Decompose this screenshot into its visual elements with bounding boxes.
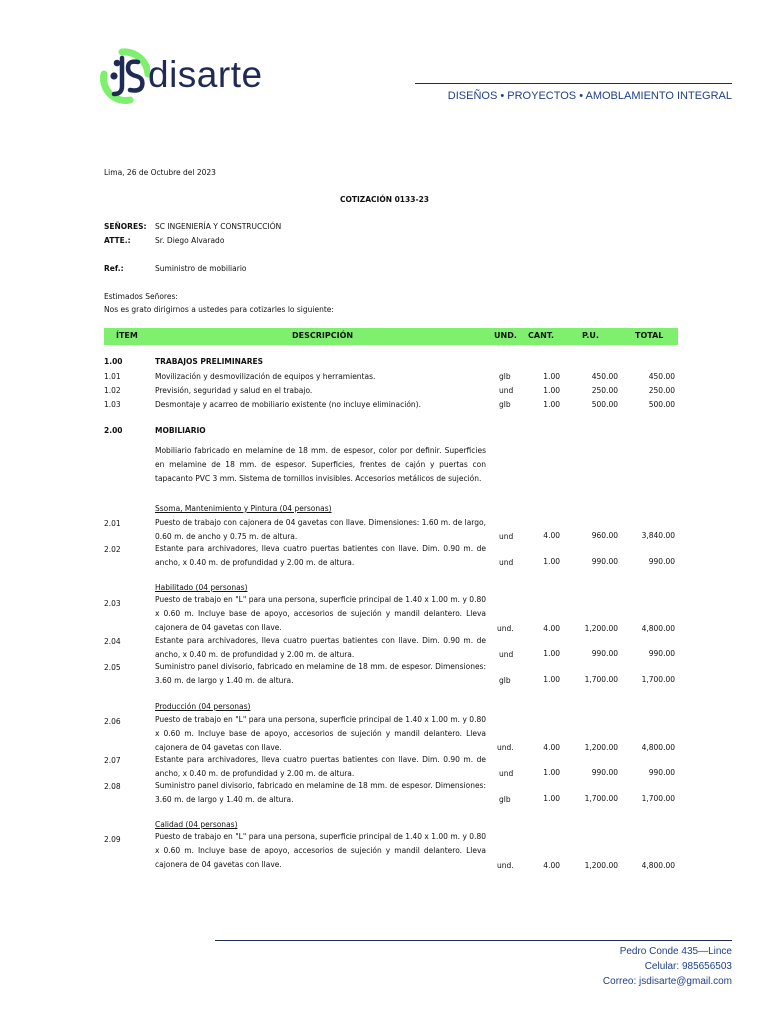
row-und: und. <box>497 743 514 752</box>
greeting: Estimados Señores: <box>104 292 178 301</box>
senores-value: SC INGENIERÍA Y CONSTRUCCIÓN <box>155 222 282 231</box>
brand-name: disarte <box>148 54 263 95</box>
row-cant: 1.00 <box>543 794 560 803</box>
row-und: glb <box>499 372 511 381</box>
col-item: ÍTEM <box>116 331 138 340</box>
row-und: glb <box>499 400 511 409</box>
row-pu: 500.00 <box>591 400 618 409</box>
row-desc: Puesto de trabajo en "L" para una persona, superficie principal de 1.40 x 1.00 m. y 0.80 <box>155 595 486 604</box>
row-desc: Estante para archivadores, lleva cuatro puertas batientes con llave. Dim. 0.90 m. de <box>155 636 486 645</box>
row-desc: ancho, x 0.40 m. de profundidad y 2.00 m. de altura. <box>155 769 355 778</box>
col-pu: P.U. <box>582 331 599 340</box>
row-total: 4,800.00 <box>641 624 675 633</box>
header-rule <box>415 83 732 84</box>
row-pu: 450.00 <box>591 372 618 381</box>
row-item: 1.02 <box>104 386 121 395</box>
row-pu: 960.00 <box>591 531 618 540</box>
atte-value: Sr. Diego Alvarado <box>155 236 225 245</box>
row-total: 450.00 <box>648 372 675 381</box>
row-pu: 1,700.00 <box>584 794 618 803</box>
row-total: 4,800.00 <box>641 743 675 752</box>
col-und: UND. <box>494 331 517 340</box>
row-total: 3,840.00 <box>641 531 675 540</box>
row-desc: Suministro panel divisorio, fabricado en melamine de 18 mm. de espesor. Dimensiones: <box>155 662 486 671</box>
tagline: DISEÑOS • PROYECTOS • AMOBLAMIENTO INTEGRAL <box>447 90 732 102</box>
row-desc: cajonera de 04 gavetas con llave. <box>155 743 282 752</box>
row-item: 2.09 <box>104 835 121 844</box>
row-total: 990.00 <box>648 557 675 566</box>
row-cant: 4.00 <box>543 861 560 870</box>
row-item: 2.04 <box>104 637 121 646</box>
row-desc: Estante para archivadores, lleva cuatro puertas batientes con llave. Dim. 0.90 m. de <box>155 755 486 764</box>
row-pu: 990.00 <box>591 649 618 658</box>
letter-date: Lima, 26 de Octubre del 2023 <box>104 168 216 177</box>
footer-phone: Celular: 985656503 <box>644 961 732 972</box>
quote-title: COTIZACIÓN 0133-23 <box>340 195 430 204</box>
row-desc: 3.60 m. de largo y 1.40 m. de altura. <box>155 676 294 685</box>
row-pu: 250.00 <box>591 386 618 395</box>
row-total: 1,700.00 <box>641 675 675 684</box>
row-und: und <box>499 532 514 541</box>
row-desc: x 0.60 m. Incluye base de apoyo, accesorios de sujeción y mandil delantero. Lleva <box>155 846 486 855</box>
row-pu: 990.00 <box>591 768 618 777</box>
row-desc: 3.60 m. de largo y 1.40 m. de altura. <box>155 795 294 804</box>
row-cant: 4.00 <box>543 531 560 540</box>
row-desc: x 0.60 m. Incluye base de apoyo, accesorios de sujeción y mandil delantero. Lleva <box>155 729 486 738</box>
row-cant: 1.00 <box>543 557 560 566</box>
senores-label: SEÑORES: <box>104 222 147 231</box>
row-und: und <box>499 769 514 778</box>
footer-email: Correo: jsdisarte@gmail.com <box>602 976 732 987</box>
row-cant: 1.00 <box>543 675 560 684</box>
row-item: 1.03 <box>104 400 121 409</box>
row-total: 1,700.00 <box>641 794 675 803</box>
col-cant: CANT. <box>528 331 555 340</box>
ref-value: Suministro de mobiliario <box>155 264 247 273</box>
col-desc: DESCRIPCIÓN <box>292 331 354 340</box>
row-desc: Puesto de trabajo en "L" para una persona, superficie principal de 1.40 x 1.00 m. y 0.80 <box>155 832 486 841</box>
row-desc: Suministro panel divisorio, fabricado en melamine de 18 mm. de espesor. Dimensiones: <box>155 781 486 790</box>
group-title: Calidad (04 personas) <box>155 820 238 829</box>
row-desc: x 0.60 m. Incluye base de apoyo, accesorios de sujeción y mandil delantero. Lleva <box>155 609 486 618</box>
row-desc: Desmontaje y acarreo de mobiliario existente (no incluye eliminación). <box>155 400 421 409</box>
row-desc: 0.60 m. de ancho y 0.75 m. de altura. <box>155 532 298 541</box>
row-item: 2.01 <box>104 519 121 528</box>
row-desc: Estante para archivadores, lleva cuatro puertas batientes con llave. Dim. 0.90 m. de <box>155 544 486 553</box>
row-und: und. <box>497 861 514 870</box>
atte-label: ATTE.: <box>104 236 131 245</box>
row-desc: cajonera de 04 gavetas con llave. <box>155 860 282 869</box>
row-und: und. <box>497 624 514 633</box>
row-cant: 4.00 <box>543 743 560 752</box>
row-desc: Puesto de trabajo con cajonera de 04 gavetas con llave. Dimensiones: 1.60 m. de largo, <box>155 518 486 527</box>
row-desc: ancho, x 0.40 m. de profundidad y 2.00 m. de altura. <box>155 650 355 659</box>
row-desc: cajonera de 04 gavetas con llave. <box>155 623 282 632</box>
row-pu: 1,200.00 <box>584 743 618 752</box>
group-title: Ssoma, Mantenimiento y Pintura (04 personas) <box>155 504 332 513</box>
section-desc-line: tapacanto PVC 3 mm. Sistema de tornillos invisibles. Accesorios metálicos de sujeción. <box>155 474 482 483</box>
row-item: 2.07 <box>104 756 121 765</box>
row-item: 2.02 <box>104 545 121 554</box>
row-desc: Previsión, seguridad y salud en el trabajo. <box>155 386 313 395</box>
disarte-logo-icon <box>100 44 150 108</box>
row-total: 990.00 <box>648 649 675 658</box>
footer-address: Pedro Conde 435—Lince <box>619 946 732 957</box>
ref-label: Ref.: <box>104 264 124 273</box>
row-desc: Puesto de trabajo en "L" para una persona, superficie principal de 1.40 x 1.00 m. y 0.80 <box>155 715 486 724</box>
row-cant: 1.00 <box>543 768 560 777</box>
row-und: glb <box>499 676 511 685</box>
row-pu: 1,700.00 <box>584 675 618 684</box>
table-header <box>104 328 678 345</box>
row-und: und <box>499 386 514 395</box>
section-number: 2.00 <box>104 426 123 435</box>
row-cant: 1.00 <box>543 372 560 381</box>
row-item: 2.06 <box>104 717 121 726</box>
row-total: 4,800.00 <box>641 861 675 870</box>
section-number: 1.00 <box>104 357 123 366</box>
row-item: 2.08 <box>104 782 121 791</box>
row-total: 500.00 <box>648 400 675 409</box>
row-total: 250.00 <box>648 386 675 395</box>
section-desc-line: Mobiliario fabricado en melamine de 18 mm. de espesor, color por definir. Superficies <box>155 446 486 455</box>
row-cant: 1.00 <box>543 649 560 658</box>
footer-rule <box>215 940 732 941</box>
section-title: MOBILIARIO <box>155 426 206 435</box>
group-title: Habilitado (04 personas) <box>155 583 248 592</box>
row-pu: 1,200.00 <box>584 861 618 870</box>
row-cant: 1.00 <box>543 386 560 395</box>
row-cant: 4.00 <box>543 624 560 633</box>
row-item: 2.05 <box>104 663 121 672</box>
group-title: Producción (04 personas) <box>155 702 251 711</box>
row-item: 1.01 <box>104 372 121 381</box>
row-und: und <box>499 650 514 659</box>
section-desc-line: en melamine de 18 mm. de espesor. Superficies, frentes de cajón y puertas con <box>155 460 486 469</box>
row-desc: ancho, x 0.40 m. de profundidad y 2.00 m. de altura. <box>155 558 355 567</box>
row-cant: 1.00 <box>543 400 560 409</box>
col-total: TOTAL <box>635 331 664 340</box>
company-logo <box>100 44 290 108</box>
row-desc: Movilización y desmovilización de equipos y herramientas. <box>155 372 376 381</box>
intro: Nos es grato dirigirnos a ustedes para cotizarles lo siguiente: <box>104 305 334 314</box>
row-pu: 1,200.00 <box>584 624 618 633</box>
row-item: 2.03 <box>104 599 121 608</box>
row-total: 990.00 <box>648 768 675 777</box>
section-title: TRABAJOS PRELIMINARES <box>155 357 263 366</box>
row-und: glb <box>499 795 511 804</box>
row-pu: 990.00 <box>591 557 618 566</box>
row-und: und <box>499 558 514 567</box>
